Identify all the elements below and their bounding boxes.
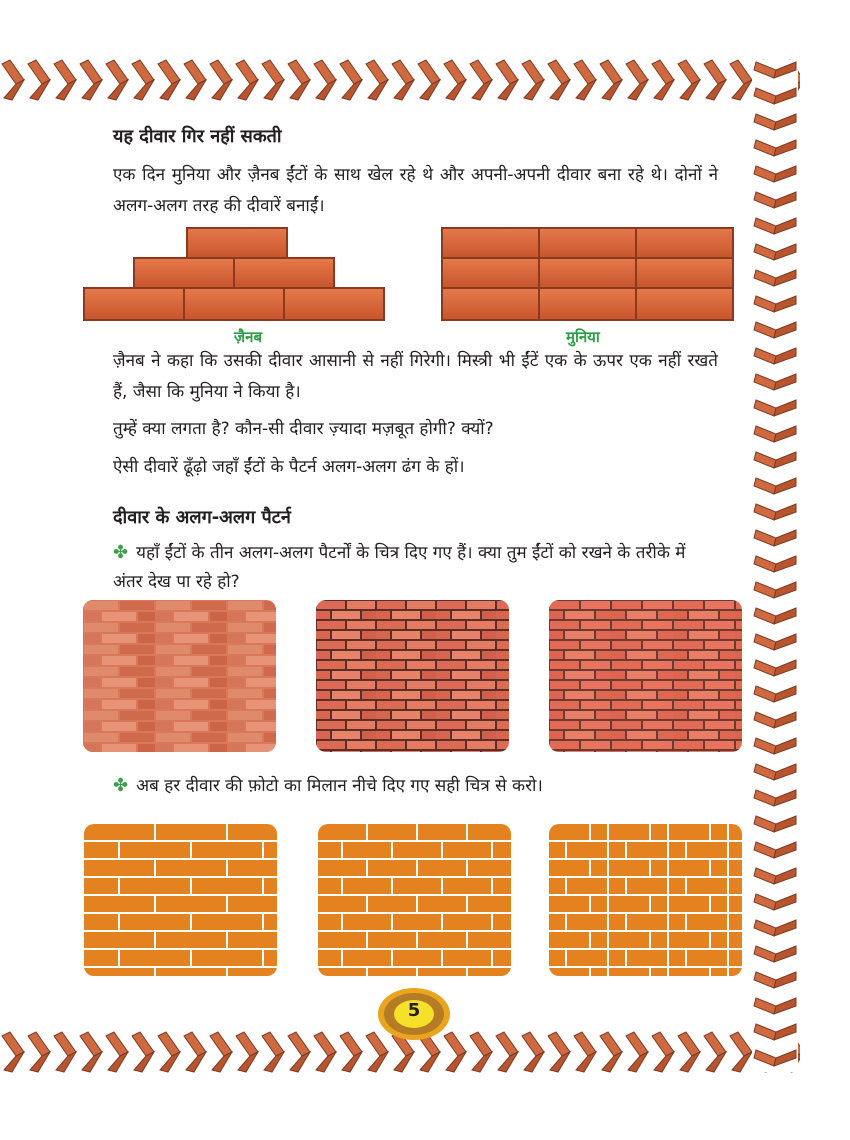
- brick: [187, 228, 287, 258]
- brick-pattern-diagram-1: [84, 824, 277, 976]
- brick: [284, 288, 384, 320]
- brick: [134, 258, 234, 288]
- brick: [539, 258, 636, 288]
- bullet-item-three-patterns: [113, 538, 718, 597]
- caption-muniya: मुनिया: [566, 328, 600, 346]
- clover-bullet-icon: ✤: [113, 542, 129, 563]
- brick: [184, 288, 284, 320]
- brick: [636, 258, 733, 288]
- clover-bullet-icon: ✤: [113, 775, 129, 796]
- bullet-item-match-photo: [113, 771, 718, 801]
- section-heading-wall-patterns: दीवार के अलग-अलग पैटर्न: [113, 507, 291, 528]
- brick: [539, 228, 636, 258]
- brick: [539, 288, 636, 320]
- brick: [636, 288, 733, 320]
- brick: [636, 228, 733, 258]
- brick-pattern-diagram-2: [318, 824, 511, 976]
- activity-paragraph: ऐसी दीवारें ढूँढ़ो जहाँ ईंटों के पैटर्न अलग-अलग ढंग के हों।: [113, 457, 465, 477]
- intro-paragraph: एक दिन मुनिया और ज़ैनब ईंटों के साथ खेल रहे थे और अपनी-अपनी दीवार बना रहे थे। दोनों ने अलग-अलग तरह की दीवारें बनाईं।: [113, 165, 718, 216]
- question-paragraph: तुम्हें क्या लगता है? कौन-सी दीवार ज़्यादा मज़बूत होगी? क्यों?: [113, 419, 494, 439]
- brick: [84, 288, 184, 320]
- section-heading-wall-cannot-fall: यह दीवार गिर नहीं सकती: [113, 126, 282, 147]
- brick-wall-photo-3: [549, 600, 742, 752]
- bullet-text: यहाँ ईंटों के तीन अलग-अलग पैटर्नों के चित्र दिए गए हैं। क्या तुम ईंटों को रखने के तरीके में अंतर देख पा रहे हो?: [113, 543, 686, 592]
- brick: [234, 258, 334, 288]
- brick-pattern-diagram-3: [549, 824, 742, 976]
- page-number: 5: [407, 1000, 421, 1021]
- brick: [442, 288, 539, 320]
- bullet-text: अब हर दीवार की फ़ोटो का मिलान नीचे दिए गए सही चित्र से करो।: [136, 776, 543, 796]
- brick-wall-photo-1: [83, 600, 276, 752]
- zainab-remark-paragraph: ज़ैनब ने कहा कि उसकी दीवार आसानी से नहीं गिरेगी। मिस्त्री भी ईंटें एक के ऊपर एक नहीं रखते हैं, जैसा कि मुनिया ने किया है।: [113, 351, 718, 402]
- brick-border-right: [752, 60, 798, 1072]
- brick: [442, 258, 539, 288]
- muniya-wall-illustration: [440, 226, 736, 322]
- brick-wall-photo-2: [316, 600, 509, 752]
- zainab-wall-illustration: [82, 226, 386, 322]
- brick: [442, 228, 539, 258]
- caption-zainab: ज़ैनब: [234, 328, 263, 346]
- brick-border-top: [0, 58, 800, 102]
